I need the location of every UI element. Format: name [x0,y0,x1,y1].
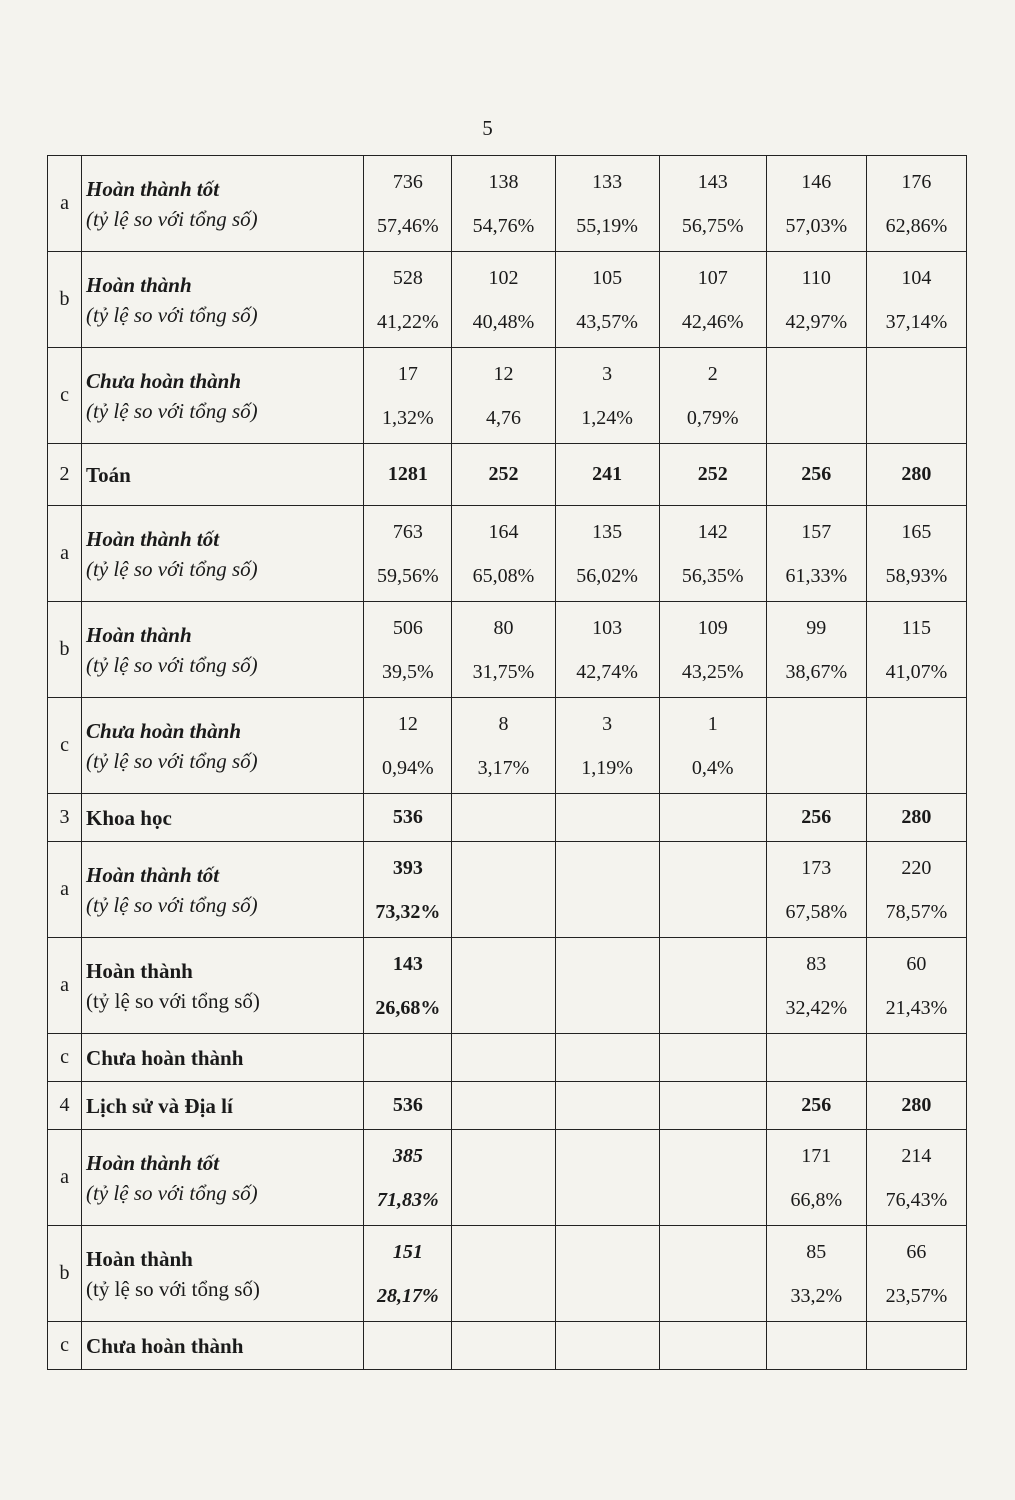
grade-cell: 176 62,86% [866,156,966,252]
row-label [82,348,364,444]
grade-cell: 110 42,97% [766,252,866,348]
row-index: c [48,1322,82,1370]
table-row [48,156,967,252]
table-row [48,842,967,938]
row-index: a [48,156,82,252]
grade-cell [555,938,659,1034]
row-label-main: Hoàn thành tốt [86,862,220,887]
grade-cell: 241 [555,444,659,506]
row-label-main: Hoàn thành tốt [86,176,220,201]
grade-cell [659,794,766,842]
grade-cell: 143 56,75% [659,156,766,252]
grade-cell [452,1034,555,1082]
grade-cell [659,1034,766,1082]
row-label-main: Hoàn thành [86,622,192,647]
row-label-sub: (tỷ lệ so với tổng số) [86,748,258,773]
total-cell [364,1322,452,1370]
row-index: a [48,842,82,938]
grade-cell: 85 33,2% [766,1226,866,1322]
grade-cell [766,348,866,444]
row-label-sub: (tỷ lệ so với tổng số) [86,1276,260,1301]
total-cell: 506 39,5% [364,602,452,698]
grade-cell: 104 37,14% [866,252,966,348]
grade-cell [866,348,966,444]
grade-cell: 80 31,75% [452,602,555,698]
grade-cell [555,1082,659,1130]
row-index: b [48,252,82,348]
grade-cell: 66 23,57% [866,1226,966,1322]
grade-cell: 99 38,67% [766,602,866,698]
grade-cell: 105 43,57% [555,252,659,348]
grade-cell [659,1130,766,1226]
row-label-main: Hoàn thành [86,958,193,983]
row-label-main: Hoàn thành [86,1246,193,1271]
grade-cell [555,842,659,938]
grade-cell: 12 4,76 [452,348,555,444]
grade-cell: 256 [766,1082,866,1130]
row-label [82,602,364,698]
table-row [48,348,967,444]
grade-cell [766,698,866,794]
grade-cell [766,1322,866,1370]
total-cell [364,1034,452,1082]
grade-cell [766,1034,866,1082]
grade-cell: 165 58,93% [866,506,966,602]
grade-cell [659,938,766,1034]
row-label-sub: (tỷ lệ so với tổng số) [86,302,258,327]
row-index: b [48,602,82,698]
row-label [82,1226,364,1322]
total-cell: 528 41,22% [364,252,452,348]
grade-cell: 1 0,4% [659,698,766,794]
row-label [82,698,364,794]
grade-cell: 157 61,33% [766,506,866,602]
total-cell: 151 28,17% [364,1226,452,1322]
row-index: 2 [48,444,82,506]
grade-cell: 135 56,02% [555,506,659,602]
grade-cell: 3 1,19% [555,698,659,794]
table-row [48,506,967,602]
total-cell: 1281 [364,444,452,506]
total-cell: 763 59,56% [364,506,452,602]
total-cell: 536 [364,1082,452,1130]
row-label-sub: (tỷ lệ so với tổng số) [86,892,258,917]
grade-cell: 83 32,42% [766,938,866,1034]
grade-cell: 3 1,24% [555,348,659,444]
row-index: c [48,698,82,794]
grade-cell: 109 43,25% [659,602,766,698]
grade-cell [555,1130,659,1226]
total-cell: 143 26,68% [364,938,452,1034]
row-label [82,156,364,252]
grade-cell: 256 [766,444,866,506]
grade-cell: 280 [866,444,966,506]
row-label: Chưa hoàn thành [82,1322,364,1370]
row-label [82,842,364,938]
grade-cell: 142 56,35% [659,506,766,602]
grade-cell: 214 76,43% [866,1130,966,1226]
grade-cell [659,1322,766,1370]
grade-cell: 102 40,48% [452,252,555,348]
row-label-main: Hoàn thành tốt [86,1150,220,1175]
grade-cell: 164 65,08% [452,506,555,602]
row-label: Chưa hoàn thành [82,1034,364,1082]
results-table [47,155,967,1370]
subject-label: Toán [82,444,364,506]
grade-cell: 107 42,46% [659,252,766,348]
grade-cell [555,1034,659,1082]
row-label-main: Chưa hoàn thành [86,718,242,743]
grade-cell [452,1130,555,1226]
row-index: a [48,1130,82,1226]
row-label-sub: (tỷ lệ so với tổng số) [86,398,258,423]
row-label [82,1130,364,1226]
total-cell: 17 1,32% [364,348,452,444]
grade-cell [659,1226,766,1322]
grade-cell [555,794,659,842]
grade-cell [452,1226,555,1322]
row-label-sub: (tỷ lệ so với tổng số) [86,1180,258,1205]
subject-row [48,444,967,506]
grade-cell: 8 3,17% [452,698,555,794]
row-index: 3 [48,794,82,842]
row-label [82,252,364,348]
table-row [48,252,967,348]
grade-cell: 2 0,79% [659,348,766,444]
subject-row [48,1082,967,1130]
grade-cell [452,1322,555,1370]
row-label-sub: (tỷ lệ so với tổng số) [86,206,258,231]
table-row [48,1034,967,1082]
row-label-main: Chưa hoàn thành [86,368,242,393]
total-cell: 736 57,46% [364,156,452,252]
row-label-sub: (tỷ lệ so với tổng số) [86,988,260,1013]
grade-cell: 280 [866,1082,966,1130]
grade-cell [866,1322,966,1370]
subject-row [48,794,967,842]
row-label-main: Hoàn thành tốt [86,526,220,551]
row-index: c [48,348,82,444]
grade-cell: 133 55,19% [555,156,659,252]
table-row [48,1130,967,1226]
grade-cell: 173 67,58% [766,842,866,938]
row-label-main: Hoàn thành [86,272,192,297]
grade-cell: 103 42,74% [555,602,659,698]
row-index: 4 [48,1082,82,1130]
grade-cell [866,1034,966,1082]
grade-cell [452,842,555,938]
grade-cell: 220 78,57% [866,842,966,938]
grade-cell [555,1322,659,1370]
table-row [48,1226,967,1322]
row-label-sub: (tỷ lệ so với tổng số) [86,652,258,677]
total-cell: 385 71,83% [364,1130,452,1226]
grade-cell: 252 [452,444,555,506]
grade-cell: 138 54,76% [452,156,555,252]
page-number: 5 [482,116,493,140]
grade-cell [555,1226,659,1322]
total-cell: 536 [364,794,452,842]
grade-cell [659,842,766,938]
row-label [82,938,364,1034]
grade-cell [659,1082,766,1130]
grade-cell: 60 21,43% [866,938,966,1034]
grade-cell [452,1082,555,1130]
row-label-sub: (tỷ lệ so với tổng số) [86,556,258,581]
total-cell: 12 0,94% [364,698,452,794]
grade-cell [866,698,966,794]
table-row [48,698,967,794]
row-index: a [48,506,82,602]
subject-label: Lịch sử và Địa lí [82,1082,364,1130]
row-index: c [48,1034,82,1082]
row-label [82,506,364,602]
grade-cell: 115 41,07% [866,602,966,698]
subject-label: Khoa học [82,794,364,842]
table-row [48,938,967,1034]
table-row [48,1322,967,1370]
grade-cell [452,794,555,842]
total-cell: 393 73,32% [364,842,452,938]
grade-cell: 280 [866,794,966,842]
grade-cell: 171 66,8% [766,1130,866,1226]
grade-cell [452,938,555,1034]
table-row [48,602,967,698]
grade-cell: 256 [766,794,866,842]
grade-cell: 252 [659,444,766,506]
row-index: a [48,938,82,1034]
grade-cell: 146 57,03% [766,156,866,252]
row-index: b [48,1226,82,1322]
